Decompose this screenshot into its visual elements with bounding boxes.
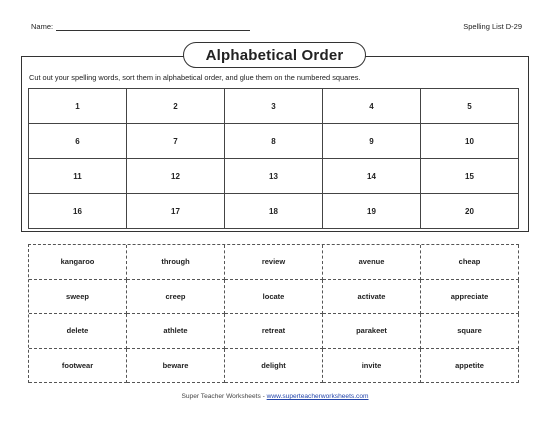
numbered-square: 15 (421, 159, 519, 194)
footer (0, 393, 550, 400)
word-card[interactable]: sweep (29, 280, 127, 315)
word-card[interactable]: appetite (421, 349, 519, 384)
word-card[interactable]: parakeet (323, 314, 421, 349)
word-card[interactable]: invite (323, 349, 421, 384)
numbered-square: 4 (323, 89, 421, 124)
word-card[interactable]: activate (323, 280, 421, 315)
word-card[interactable]: retreat (225, 314, 323, 349)
numbered-square: 20 (421, 194, 519, 229)
spelling-list-id: Spelling List D-29 (463, 22, 522, 31)
worksheet-title: Alphabetical Order (183, 42, 366, 68)
word-card[interactable]: delete (29, 314, 127, 349)
word-card[interactable]: appreciate (421, 280, 519, 315)
word-card[interactable]: locate (225, 280, 323, 315)
name-label: Name: (31, 22, 54, 31)
word-card[interactable]: square (421, 314, 519, 349)
numbered-square: 12 (127, 159, 225, 194)
numbered-grid (28, 88, 519, 229)
numbered-square: 6 (29, 124, 127, 159)
word-card[interactable]: kangaroo (29, 245, 127, 280)
numbered-square: 14 (323, 159, 421, 194)
numbered-square: 7 (127, 124, 225, 159)
word-cutout-grid (28, 244, 519, 383)
word-card[interactable]: avenue (323, 245, 421, 280)
numbered-square: 1 (29, 89, 127, 124)
numbered-square: 5 (421, 89, 519, 124)
numbered-square: 8 (225, 124, 323, 159)
footer-link[interactable]: www.superteacherworksheets.com (266, 393, 369, 400)
numbered-square: 3 (225, 89, 323, 124)
word-card[interactable]: delight (225, 349, 323, 384)
word-card[interactable]: athlete (127, 314, 225, 349)
numbered-square: 10 (421, 124, 519, 159)
word-card[interactable]: creep (127, 280, 225, 315)
numbered-square: 9 (323, 124, 421, 159)
word-card[interactable]: beware (127, 349, 225, 384)
numbered-square: 19 (323, 194, 421, 229)
word-card[interactable]: footwear (29, 349, 127, 384)
numbered-square: 13 (225, 159, 323, 194)
word-card[interactable]: through (127, 245, 225, 280)
numbered-square: 11 (29, 159, 127, 194)
name-row (31, 22, 250, 31)
numbered-square: 17 (127, 194, 225, 229)
word-card[interactable]: cheap (421, 245, 519, 280)
numbered-square: 2 (127, 89, 225, 124)
numbered-square: 16 (29, 194, 127, 229)
footer-text: Super Teacher Worksheets - (181, 393, 267, 400)
instructions: Cut out your spelling words, sort them in alphabetical order, and glue them on the numbered squares. (29, 73, 361, 82)
numbered-square: 18 (225, 194, 323, 229)
name-line[interactable] (56, 23, 250, 31)
word-card[interactable]: review (225, 245, 323, 280)
